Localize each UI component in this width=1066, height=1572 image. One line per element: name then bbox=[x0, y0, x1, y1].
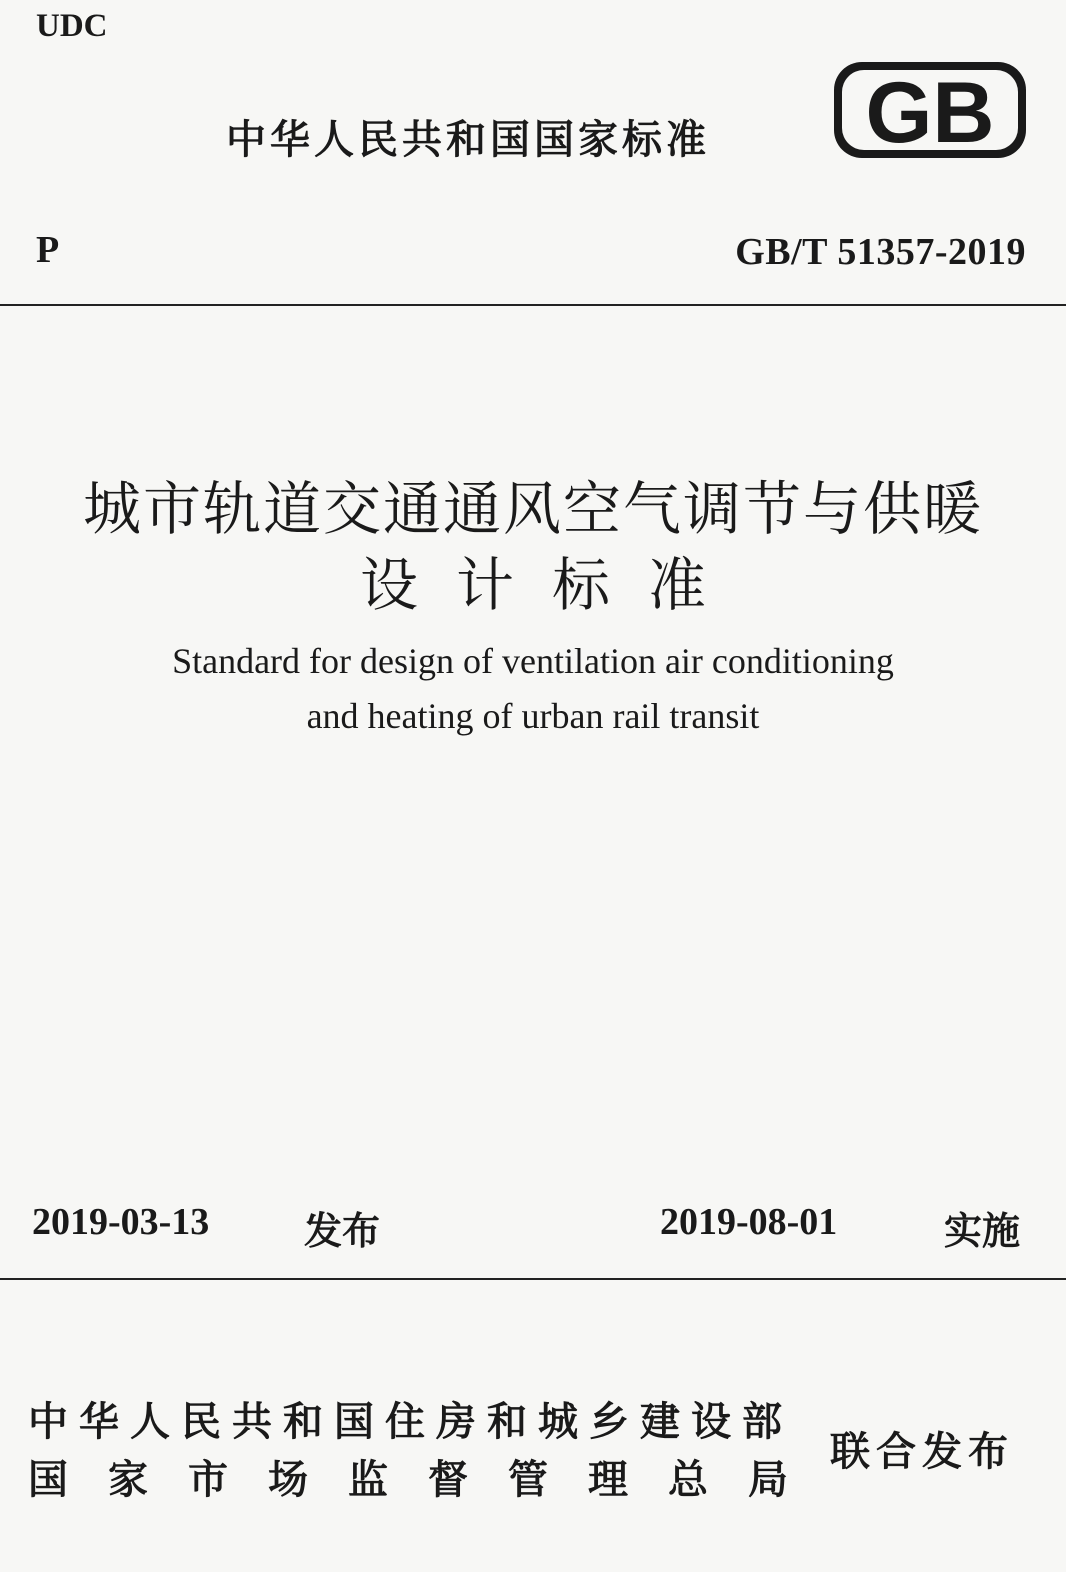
publish-label: 发布 bbox=[304, 1209, 381, 1253]
title-zh-line2: 设计标准 bbox=[359, 551, 744, 619]
issuer-title: 中华人民共和国国家标准 bbox=[226, 117, 710, 163]
category-code: P bbox=[36, 229, 60, 271]
bottom-divider bbox=[0, 1278, 1066, 1280]
standard-number: GB/T 51357-2019 bbox=[735, 231, 1026, 273]
title-en-line2: and heating of urban rail transit bbox=[306, 696, 760, 736]
udc-label: UDC bbox=[36, 8, 108, 44]
implement-date: 2019-08-01 bbox=[660, 1201, 838, 1243]
publisher-ministry: 中华人民共和国住房和城乡建设部 bbox=[28, 1399, 793, 1445]
gb-logo-text: GB bbox=[865, 65, 995, 160]
implement-label: 实施 bbox=[944, 1209, 1021, 1253]
title-en-line1: Standard for design of ventilation air conditioning bbox=[172, 641, 894, 681]
publish-date: 2019-03-13 bbox=[32, 1201, 210, 1243]
title-zh-line1: 城市轨道交通通风空气调节与供暖 bbox=[82, 475, 983, 543]
gb-logo bbox=[832, 60, 1028, 160]
joint-release-label: 联合发布 bbox=[830, 1429, 1014, 1475]
top-divider bbox=[0, 304, 1066, 306]
publisher-administration: 国家市场监督管理总局 bbox=[28, 1457, 828, 1503]
